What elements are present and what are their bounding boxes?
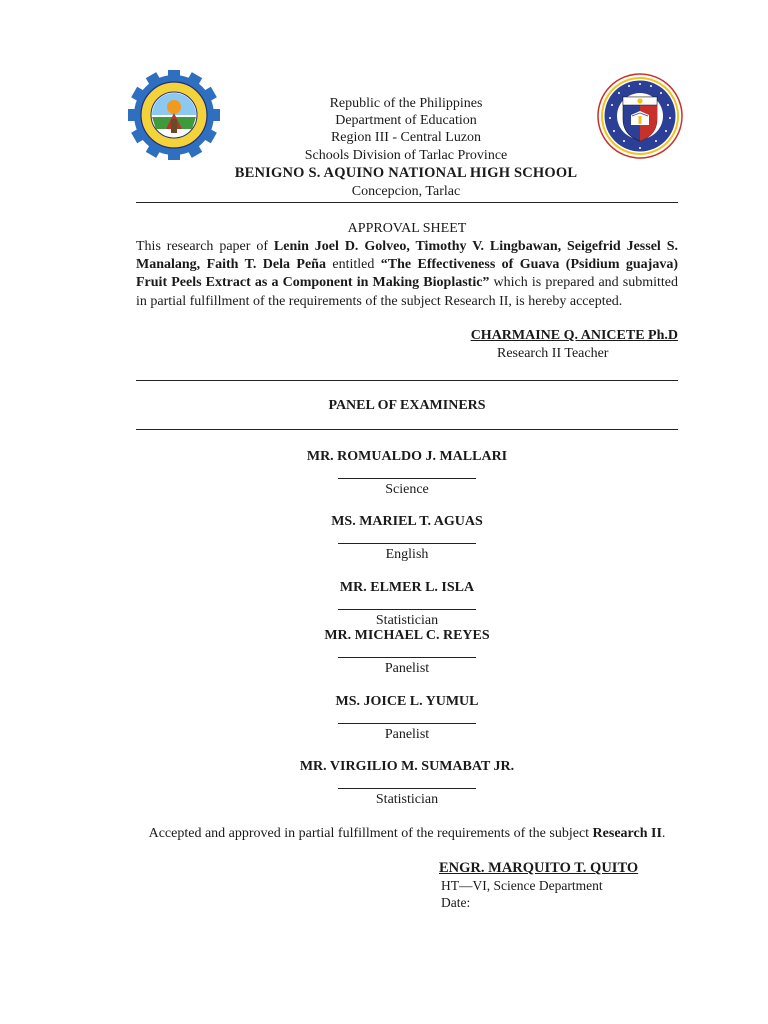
examiner-name: MR. MICHAEL C. REYES — [324, 628, 490, 643]
header-region: Region III - Central Luzon — [330, 130, 482, 145]
header-division: Schools Division of Tarlac Province — [304, 148, 508, 163]
examiner-role: Statistician — [375, 792, 439, 807]
examiner-name: MR. ELMER L. ISLA — [339, 580, 475, 595]
approval-entitled: entitled — [325, 257, 381, 273]
examiner-block — [136, 758, 678, 808]
adviser-name: CHARMAINE Q. ANICETE Ph.D — [470, 328, 678, 343]
approval-sheet-title: APPROVAL SHEET — [347, 221, 467, 236]
date-label: Date: — [441, 895, 471, 910]
approval-paper-title: “The Effectiveness of Guava (Psidium guajava) Fruit Peels Extract as a Component in Making Bioplastic” — [136, 257, 678, 291]
examiner-name: MR. ROMUALDO J. MALLARI — [306, 449, 508, 464]
examiner-name: MR. VIRGILIO M. SUMABAT JR. — [299, 759, 515, 774]
header-location: Concepcion, Tarlac — [351, 184, 461, 199]
panel-bottom-divider — [136, 429, 678, 430]
header-department: Department of Education — [335, 113, 477, 128]
signature-line — [338, 723, 476, 724]
examiner-role: Statistician — [375, 613, 439, 628]
examiner-block — [136, 627, 678, 677]
examiner-block — [136, 693, 678, 743]
examiner-block — [136, 448, 678, 498]
acceptance-subject: Research II — [592, 826, 662, 841]
panel-top-divider — [136, 380, 678, 381]
header-divider — [136, 202, 678, 203]
examiner-name: MS. MARIEL T. AGUAS — [331, 514, 483, 529]
signature-line — [338, 478, 476, 479]
examiner-block — [136, 513, 678, 563]
approval-authors: Lenin Joel D. Golveo, Timothy V. Lingbawan, Seigefrid Jessel S. Manalang, Faith T. Dela Peña — [136, 239, 678, 273]
examiner-role: Panelist — [384, 727, 430, 742]
signature-line — [338, 788, 476, 789]
approval-paragraph — [136, 238, 678, 311]
adviser-role: Research II Teacher — [497, 346, 609, 361]
examiner-block — [136, 579, 678, 629]
signature-line — [338, 543, 476, 544]
examiner-role: Science — [385, 482, 429, 497]
approval-intro: This research paper of — [136, 239, 274, 254]
acceptance-text: Accepted and approved in partial fulfillment of the requirements of the subject — [148, 826, 593, 841]
examiner-name: MS. JOICE L. YUMUL — [335, 694, 479, 709]
signature-line — [338, 657, 476, 658]
signature-line — [338, 609, 476, 610]
head-teacher-name: ENGR. MARQUITO T. QUITO — [439, 860, 639, 876]
examiner-role: Panelist — [384, 661, 430, 676]
examiner-role: English — [385, 547, 429, 562]
head-teacher-role: HT—VI, Science Department — [441, 878, 603, 893]
header-school-name: BENIGNO S. AQUINO NATIONAL HIGH SCHOOL — [234, 165, 578, 181]
acceptance-statement — [136, 825, 678, 843]
header-country: Republic of the Philippines — [329, 96, 483, 111]
panel-title: PANEL OF EXAMINERS — [328, 398, 486, 413]
acceptance-period: . — [661, 826, 666, 841]
approval-outro: which is prepared and submitted in partial fulfillment of the requirements of the subject Research II, is hereby accepted. — [136, 275, 679, 309]
